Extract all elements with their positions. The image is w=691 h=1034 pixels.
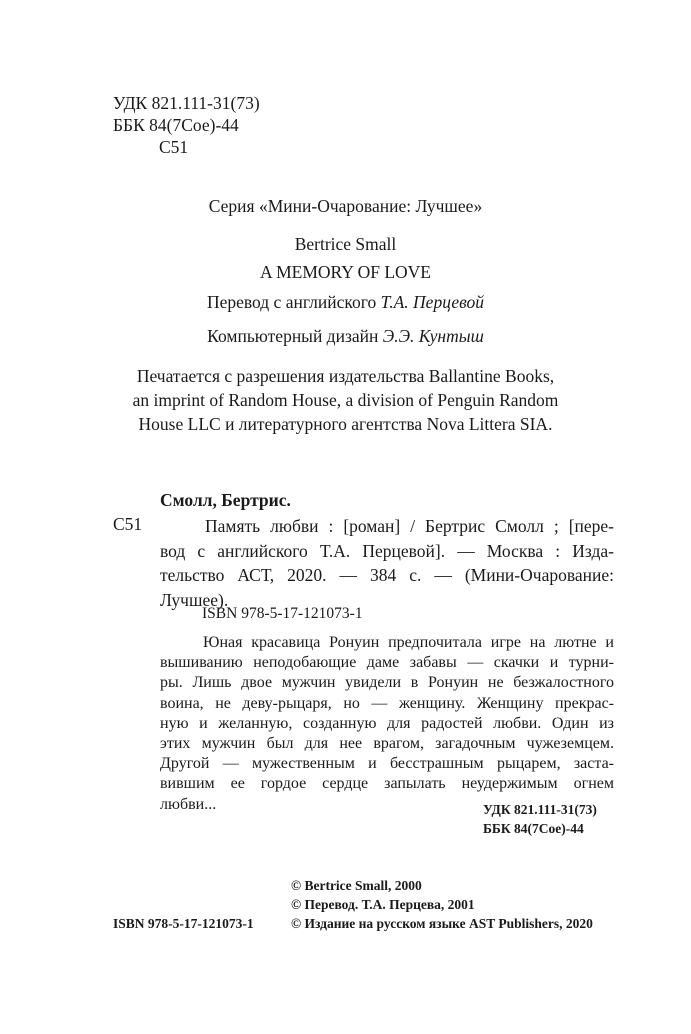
catalog-entry — [160, 514, 614, 612]
catalog-line: вод с английского Т.А. Перцевой]. — Москва : Изда- — [160, 540, 614, 561]
catalog-line: Память любви : [роман] / Бертрис Смолл ; [пере- — [205, 516, 614, 536]
catalog-line: Лучшее). — [160, 589, 229, 610]
translator-name: Т.А. Перцевой — [380, 292, 485, 312]
copyright-line: © Перевод. Т.А. Перцева, 2001 — [291, 897, 475, 912]
classification-block — [113, 92, 260, 158]
catalog-heading: Смолл, Бертрис. — [160, 490, 291, 510]
annotation — [160, 633, 614, 815]
copyright-line: © Издание на русском языке AST Publishers, 2020 — [291, 916, 593, 931]
annotation-line: воина, не деву-рыцаря, но — женщину. Женщину прекрас- — [160, 694, 614, 712]
series-title: Серия «Мини-Очарование: Лучшее» — [208, 196, 483, 216]
annotation-line: этих мужчин был для нее врагом, загадочным чужеземцем. — [160, 735, 614, 753]
copyright-line: © Bertrice Small, 2000 — [291, 878, 422, 893]
designer-name: Э.Э. Кунтыш — [382, 326, 484, 346]
annotation-udk: УДК 821.111-31(73) — [483, 802, 597, 817]
permission-line: House LLC и литературного агентства Nova Littera SIA. — [138, 414, 553, 434]
translation-credit — [0, 292, 691, 313]
bbk-code: ББК 84(7Сое)-44 — [113, 115, 239, 135]
catalog-line: тельство АСТ, 2020. — 384 с. — (Мини-Очарование: — [160, 565, 614, 585]
permission-line: an imprint of Random House, a division of Penguin Random — [132, 390, 559, 410]
annotation-codes — [483, 800, 597, 838]
permission-notice — [0, 364, 691, 436]
copyright-lines — [291, 876, 593, 933]
annotation-line: вившим ее гордое сердце запылать неудержимым огнем — [160, 775, 614, 793]
annotation-line: Другой — мужественным и бесстрашным рыцарем, заста- — [160, 755, 614, 773]
catalog-isbn: ISBN 978-5-17-121073-1 — [202, 605, 363, 622]
author-code: С51 — [159, 137, 189, 157]
design-prefix: Компьютерный дизайн — [207, 326, 379, 346]
copyright-isbn: ISBN 978-5-17-121073-1 — [113, 916, 254, 931]
udk-code: УДК 821.111-31(73) — [113, 93, 260, 113]
original-title: A MEMORY OF LOVE — [260, 262, 431, 282]
original-author: Bertrice Small — [294, 234, 397, 254]
annotation-line: Юная красавица Ронуин предпочитала игре на лютне и — [203, 634, 614, 651]
annotation-line: ры. Лишь двое мужчин увидели в Ронуин не безжалостного — [160, 674, 614, 692]
translation-prefix: Перевод с английского — [206, 292, 377, 312]
catalog-code: С51 — [113, 514, 143, 534]
annotation-line: любви... — [160, 795, 217, 813]
annotation-line: ную и желанную, созданную для радостей любви. Один из — [160, 714, 614, 732]
annotation-line: вышиванию неподобающие даме забавы — скачки и турни- — [160, 654, 614, 672]
design-credit — [0, 326, 691, 347]
permission-line: Печатается с разрешения издательства Ballantine Books, — [136, 366, 555, 386]
annotation-bbk: ББК 84(7Сое)-44 — [483, 821, 584, 836]
